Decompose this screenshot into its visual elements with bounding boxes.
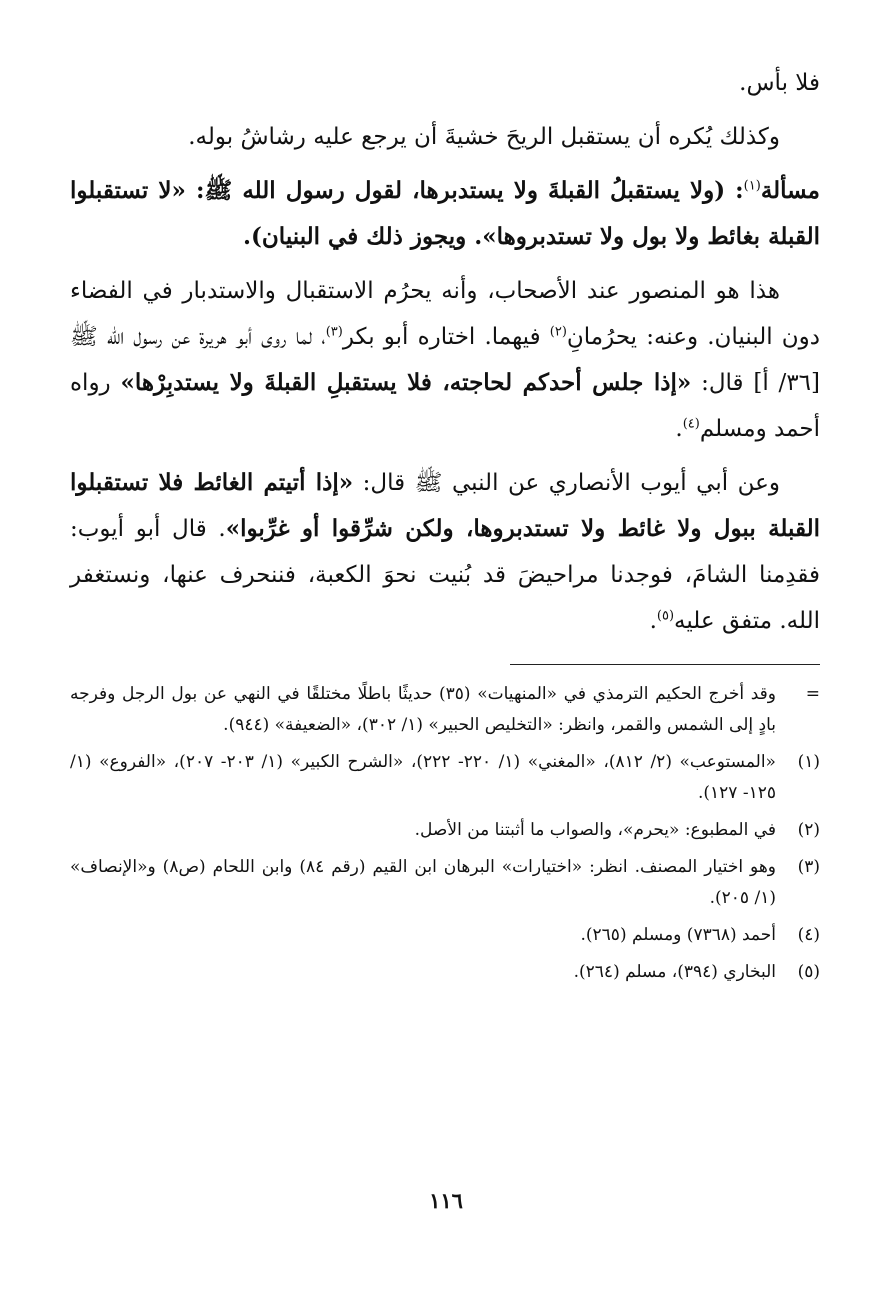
hadith-quote-1: «إذا جلس أحدكم لحاجته، فلا يستقبلِ القبلةَ ولا يستدبِرْها» [120,369,692,396]
footnote-text: وهو اختيار المصنف. انظر: «اختيارات» البرهان ابن القيم (رقم ٨٤) وابن اللحام (ص٨) و«الإنصاف» (١/ ٢٠٥). [70,857,776,908]
footnote-marker: (٣) [797,857,820,877]
paragraph-4-text-a: هذا هو المنصور عند الأصحاب، وأنه يحرُم الاستقبال والاستدبار في الفضاء دون البنيان. وعنه: يحرُمانِ [70,278,821,350]
paragraph-3 [70,168,820,260]
page-body [70,60,820,1260]
footnote-ref-2[interactable]: (٢) [549,324,567,340]
footnote-ref-3[interactable]: (٣) [325,324,343,340]
paragraph-4 [70,268,820,452]
issue-heading: مسألة [760,177,820,204]
paragraph-4-text-e: رواه أحمد ومسلم [70,370,820,442]
footnotes [70,679,820,988]
footnote-marker: (١) [797,752,820,772]
footnote-divider [510,664,820,665]
hadith-quote-2: «إذا أتيتم الغائط فلا تستقبلوا القبلة ببول ولا غائط ولا تستدبروها، ولكن شرِّقوا أو غرِّبوا» [70,469,820,542]
paragraph-1: فلا بأس. [739,70,820,96]
paragraph-5-text-a: وعن أبي أيوب الأنصاري عن النبي ﷺ قال: [353,470,781,496]
page-number: ١١٦ [429,1188,463,1213]
footnote-text: «المستوعب» (٢/ ٨١٢)، «المغني» (١/ ٢٢٠- ٢٢٢)، «الشرح الكبير» (١/ ٢٠٣- ٢٠٧)، «الفروع» (١/ ١٢٥- ١٢٧). [70,752,776,803]
footnote-continuation [70,679,820,741]
footnote-ref-5[interactable]: (٥) [656,608,675,624]
main-text [70,60,820,644]
footnote-1 [70,747,820,809]
paragraph-5-text-c: . قال أبو أيوب: فقدِمنا الشامَ، فوجدنا مراحيضَ قد بُنيت نحوَ الكعبة، فننحرف عنها، ونستغفر الله. متفق عليه [70,516,820,634]
footnote-2 [70,815,820,846]
footnote-text: في المطبوع: «يحرم»، والصواب ما أثبتنا من الأصل. [414,820,776,840]
paragraph-5 [70,460,820,644]
paragraph-4-text-f: . [675,416,683,442]
footnote-text: البخاري (٣٩٤)، مسلم (٢٦٤). [573,962,776,982]
footnote-5 [70,957,820,988]
footnote-marker: (٥) [797,962,820,982]
paragraph-5-text-d: . [649,608,657,634]
paragraph-2: وكذلك يُكره أن يستقبل الريحَ خشيةَ أن يرجع عليه رشاشُ بوله. [188,124,780,150]
footnote-marker: = [805,684,820,704]
footnote-text: وقد أخرج الحكيم الترمذي في «المنهيات» (٣٥) حديثًا باطلًا مختلقًا في النهي عن بول الرجل وفرجه بادٍ إلى الشمس والقمر، وانظر: «التخليص الحبير» (١/ ٣٠٢)، «الضعيفة» (٩٤٤). [70,684,776,735]
issue-text: : (ولا يستقبلُ القبلةَ ولا يستدبرها، لقول رسول الله ﷺ: «لا تستقبلوا القبلة بغائط ولا بول ولا تستدبروها». ويجوز ذلك في البنيان). [70,177,820,250]
paragraph-4-text-b: فيهما. اختاره أبو بكر [342,324,550,350]
footnote-ref-1[interactable]: (١) [743,178,761,194]
footnote-4 [70,920,820,951]
footnote-marker: (٢) [797,820,820,840]
footnote-text: أحمد (٧٣٦٨) ومسلم (٢٦٥). [580,925,776,945]
footnote-ref-4[interactable]: (٤) [682,416,700,432]
footnote-3 [70,852,820,914]
footnote-marker: (٤) [797,925,820,945]
paragraph-4-text-c: ، لما روى أبو هريرة عن رسول الله ﷺ [٣٦/ أ] قال: [70,324,821,396]
